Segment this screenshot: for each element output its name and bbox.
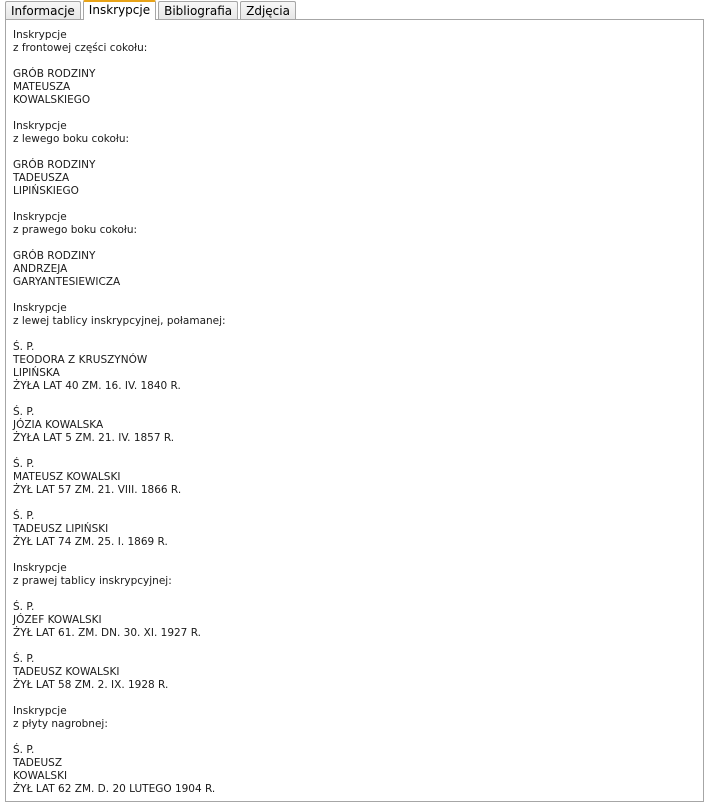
inscription-line: Ś. P.	[13, 458, 35, 470]
inscription-line: z lewego boku cokołu:	[13, 133, 130, 145]
inscriptions-content	[13, 29, 697, 796]
inscription-line: MATEUSZ KOWALSKI	[13, 471, 121, 483]
inscription-block	[13, 159, 697, 198]
block-spacer	[13, 237, 697, 250]
inscription-line: ŻYŁ LAT 61. ZM. DN. 30. XI. 1927 R.	[13, 627, 201, 639]
tab-informacje[interactable]: Informacje	[5, 1, 81, 20]
inscription-line: z frontowej części cokołu:	[13, 42, 148, 54]
tab-bibliografia[interactable]: Bibliografia	[158, 1, 238, 20]
block-spacer	[13, 107, 697, 120]
inscription-line: JÓZIA KOWALSKA	[13, 419, 104, 431]
inscription-line: z prawego boku cokołu:	[13, 224, 138, 236]
block-spacer	[13, 198, 697, 211]
inscription-block	[13, 341, 697, 393]
inscription-line: GARYANTESIEWICZA	[13, 276, 121, 288]
inscription-line: Ś. P.	[13, 744, 35, 756]
inscription-block	[13, 120, 697, 146]
inscription-line: TADEUSZ LIPIŃSKI	[13, 523, 109, 535]
block-spacer	[13, 640, 697, 653]
inscription-block	[13, 744, 697, 796]
inscription-line: KOWALSKIEGO	[13, 94, 91, 106]
inscription-block	[13, 302, 697, 328]
inscription-line: JÓZEF KOWALSKI	[13, 614, 102, 626]
inscription-line: ŻYŁA LAT 40 ZM. 16. IV. 1840 R.	[13, 380, 181, 392]
inscription-block	[13, 211, 697, 237]
inscription-block	[13, 68, 697, 107]
block-spacer	[13, 588, 697, 601]
block-spacer	[13, 692, 697, 705]
block-spacer	[13, 549, 697, 562]
inscription-line: Ś. P.	[13, 653, 35, 665]
inscription-line: Ś. P.	[13, 601, 35, 613]
inscription-line: KOWALSKI	[13, 770, 68, 782]
inscription-block	[13, 29, 697, 55]
inscription-line: Inskrypcje	[13, 211, 67, 223]
tab-bar	[5, 0, 298, 20]
inscription-line: ŻYŁ LAT 74 ZM. 25. I. 1869 R.	[13, 536, 168, 548]
inscription-block	[13, 250, 697, 289]
block-spacer	[13, 146, 697, 159]
block-spacer	[13, 328, 697, 341]
block-spacer	[13, 393, 697, 406]
inscriptions-panel	[5, 19, 704, 802]
inscription-line: GRÓB RODZINY	[13, 68, 96, 80]
inscription-block	[13, 653, 697, 692]
inscription-block	[13, 601, 697, 640]
inscription-line: TADEUSZ	[13, 757, 63, 769]
inscription-line: MATEUSZA	[13, 81, 71, 93]
inscription-block	[13, 458, 697, 497]
inscription-line: ŻYŁ LAT 62 ZM. D. 20 LUTEGO 1904 R.	[13, 783, 216, 795]
block-spacer	[13, 289, 697, 302]
inscription-line: Ś. P.	[13, 510, 35, 522]
inscription-line: Inskrypcje	[13, 29, 67, 41]
inscription-line: TADEUSZ KOWALSKI	[13, 666, 120, 678]
inscription-line: z lewej tablicy inskrypcyjnej, połamanej:	[13, 315, 226, 327]
inscription-block	[13, 562, 697, 588]
inscription-line: Inskrypcje	[13, 705, 67, 717]
inscription-line: TEODORA Z KRUSZYNÓW	[13, 354, 148, 366]
inscription-block	[13, 510, 697, 549]
tab-inskrypcje[interactable]: Inskrypcje	[83, 0, 156, 20]
block-spacer	[13, 55, 697, 68]
inscription-line: ANDRZEJA	[13, 263, 68, 275]
inscription-line: GRÓB RODZINY	[13, 250, 96, 262]
block-spacer	[13, 445, 697, 458]
inscription-block	[13, 705, 697, 731]
block-spacer	[13, 731, 697, 744]
inscription-line: LIPIŃSKA	[13, 367, 60, 379]
block-spacer	[13, 497, 697, 510]
inscription-line: GRÓB RODZINY	[13, 159, 96, 171]
inscription-line: TADEUSZA	[13, 172, 70, 184]
inscription-block	[13, 406, 697, 445]
inscription-line: Inskrypcje	[13, 302, 67, 314]
inscription-line: ŻYŁ LAT 57 ZM. 21. VIII. 1866 R.	[13, 484, 182, 496]
inscription-line: z prawej tablicy inskrypcyjnej:	[13, 575, 172, 587]
inscription-line: Inskrypcje	[13, 562, 67, 574]
inscription-line: Inskrypcje	[13, 120, 67, 132]
inscription-line: ŻYŁ LAT 58 ZM. 2. IX. 1928 R.	[13, 679, 169, 691]
inscription-line: Ś. P.	[13, 406, 35, 418]
inscription-line: z płyty nagrobnej:	[13, 718, 108, 730]
tab-zdjecia[interactable]: Zdjęcia	[240, 1, 296, 20]
inscription-line: LIPIŃSKIEGO	[13, 185, 79, 197]
inscription-line: ŻYŁA LAT 5 ZM. 21. IV. 1857 R.	[13, 432, 175, 444]
inscription-line: Ś. P.	[13, 341, 35, 353]
